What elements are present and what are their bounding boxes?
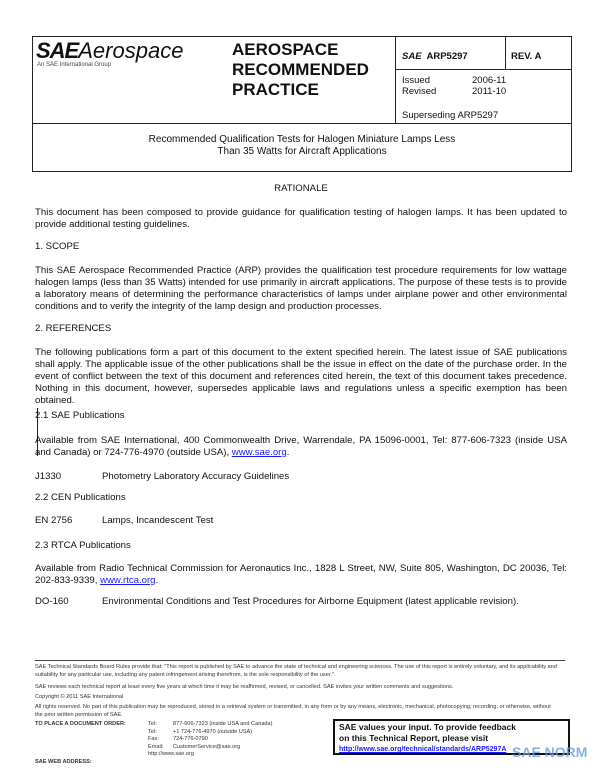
feedback-box: SAE values your input. To provide feedback on this Technical Report, please visit http://www.sae.org/technical/standards/ARP5297A	[333, 719, 570, 755]
ref-en2756: EN 2756 Lamps, Incandescent Test	[35, 515, 214, 526]
superseding: Superseding ARP5297	[402, 110, 499, 121]
scope-text: This SAE Aerospace Recommended Practice (ARP) provides the qualification test procedure requirements for low wattage halogen lamps (less than 35 Watts) intended for use primarily in aircraft applications. The purpose of these tests is to provide a laboratory means of determining the performance characteristics of lamps under airplane power and other environmental conditions and to verify the integrity of the lamp design and production processes.	[35, 265, 567, 312]
dates: Issued 2006-11 Revised 2011-10	[402, 75, 507, 97]
logo-subtitle: An SAE International Group	[37, 62, 112, 68]
rtca-address: Available from Radio Technical Commission for Aeronautics Inc., 1828 L Street, NW, Suite 805, Washington, DC 20036, Tel: 202-833-9339, www.rtca.org.	[35, 563, 567, 586]
section-2-1: 2.1 SAE Publications	[35, 410, 125, 421]
footer-copyright: Copyright © 2011 SAE International	[35, 694, 124, 700]
order-contacts: Tel: 877-606-7323 (inside USA and Canada) Tel: +1 724-776-4970 (outside USA) Fax: 724-776-0790 Email: CustomerService@sae.org http://www.sae.org	[148, 721, 328, 759]
sae-logo: SAEAerospace	[36, 38, 184, 63]
footer-rules: SAE Technical Standards Board Rules provide that: "This report is published by SAE to advance the state of technical and engineering sciences. The use of this report is entirely voluntary, and its applicability and suitability for any particular use, including any patent infringement arising therefrom, is the sole responsibility of the user."	[35, 664, 557, 678]
references-text: The following publications form a part of this document to the extent specified herein. The latest issue of SAE publications shall apply. The applicable issue of the other publications shall be the issue in effect on the date of the purchase order. In the event of conflict between the text of this document and references cited herein, the text of this document takes precedence. Nothing in this document, however, supersedes applicable laws and regulations unless a specific exemption has been obtained.	[35, 347, 567, 406]
ref-j1330: J1330 Photometry Laboratory Accuracy Guidelines	[35, 471, 290, 482]
doc-type: AEROSPACE RECOMMENDED PRACTICE	[232, 40, 369, 99]
rationale-text: This document has been composed to provide guidance for qualification testing of halogen lamps. It has been updated to provide additional testing guidelines.	[35, 207, 567, 230]
ref-do160: DO-160 Environmental Conditions and Test Procedures for Airborne Equipment (latest applicable revision).	[35, 596, 519, 607]
doc-title: Recommended Qualification Tests for Halogen Miniature Lamps Less Than 35 Watts for Aircraft Applications	[148, 134, 456, 157]
feedback-link[interactable]: http://www.sae.org/technical/standards/ARP5297A	[339, 746, 507, 753]
doc-number: SAE ARP5297	[402, 51, 468, 62]
footer-rights: All rights reserved. No part of this publication may be reproduced, stored in a retrieval system or transmitted, in any form or by any means, electronic, mechanical, photocopying, recording, or otherwise, without the prior written permission of SAE.	[35, 704, 551, 718]
sae-address: Available from SAE International, 400 Commonwealth Drive, Warrendale, PA 15096-0001, Tel: 877-606-7323 (inside USA and Canada) or 724-776-4970 (outside USA), www.sae.org.	[35, 435, 567, 458]
footer-review: SAE reviews each technical report at least every five years at which time it may be reaffirmed, revised, or cancelled. SAE invites your written comments and suggestions.	[35, 684, 454, 690]
revision: REV. A	[511, 51, 542, 62]
rationale-heading: RATIONALE	[274, 183, 328, 194]
sae-web-address[interactable]: http://www.sae.org	[148, 751, 195, 757]
rtca-link[interactable]: www.rtca.org	[100, 575, 156, 586]
watermark-logo: SAE NORM	[512, 744, 588, 760]
sae-link[interactable]: www.sae.org	[231, 447, 287, 458]
order-label: TO PLACE A DOCUMENT ORDER:	[35, 721, 126, 727]
section-2-3: 2.3 RTCA Publications	[35, 540, 131, 551]
scope-heading: 1. SCOPE	[35, 241, 80, 252]
web-label: SAE WEB ADDRESS:	[35, 759, 92, 765]
references-heading: 2. REFERENCES	[35, 323, 112, 334]
footer-divider	[35, 660, 565, 661]
section-2-2: 2.2 CEN Publications	[35, 492, 126, 503]
